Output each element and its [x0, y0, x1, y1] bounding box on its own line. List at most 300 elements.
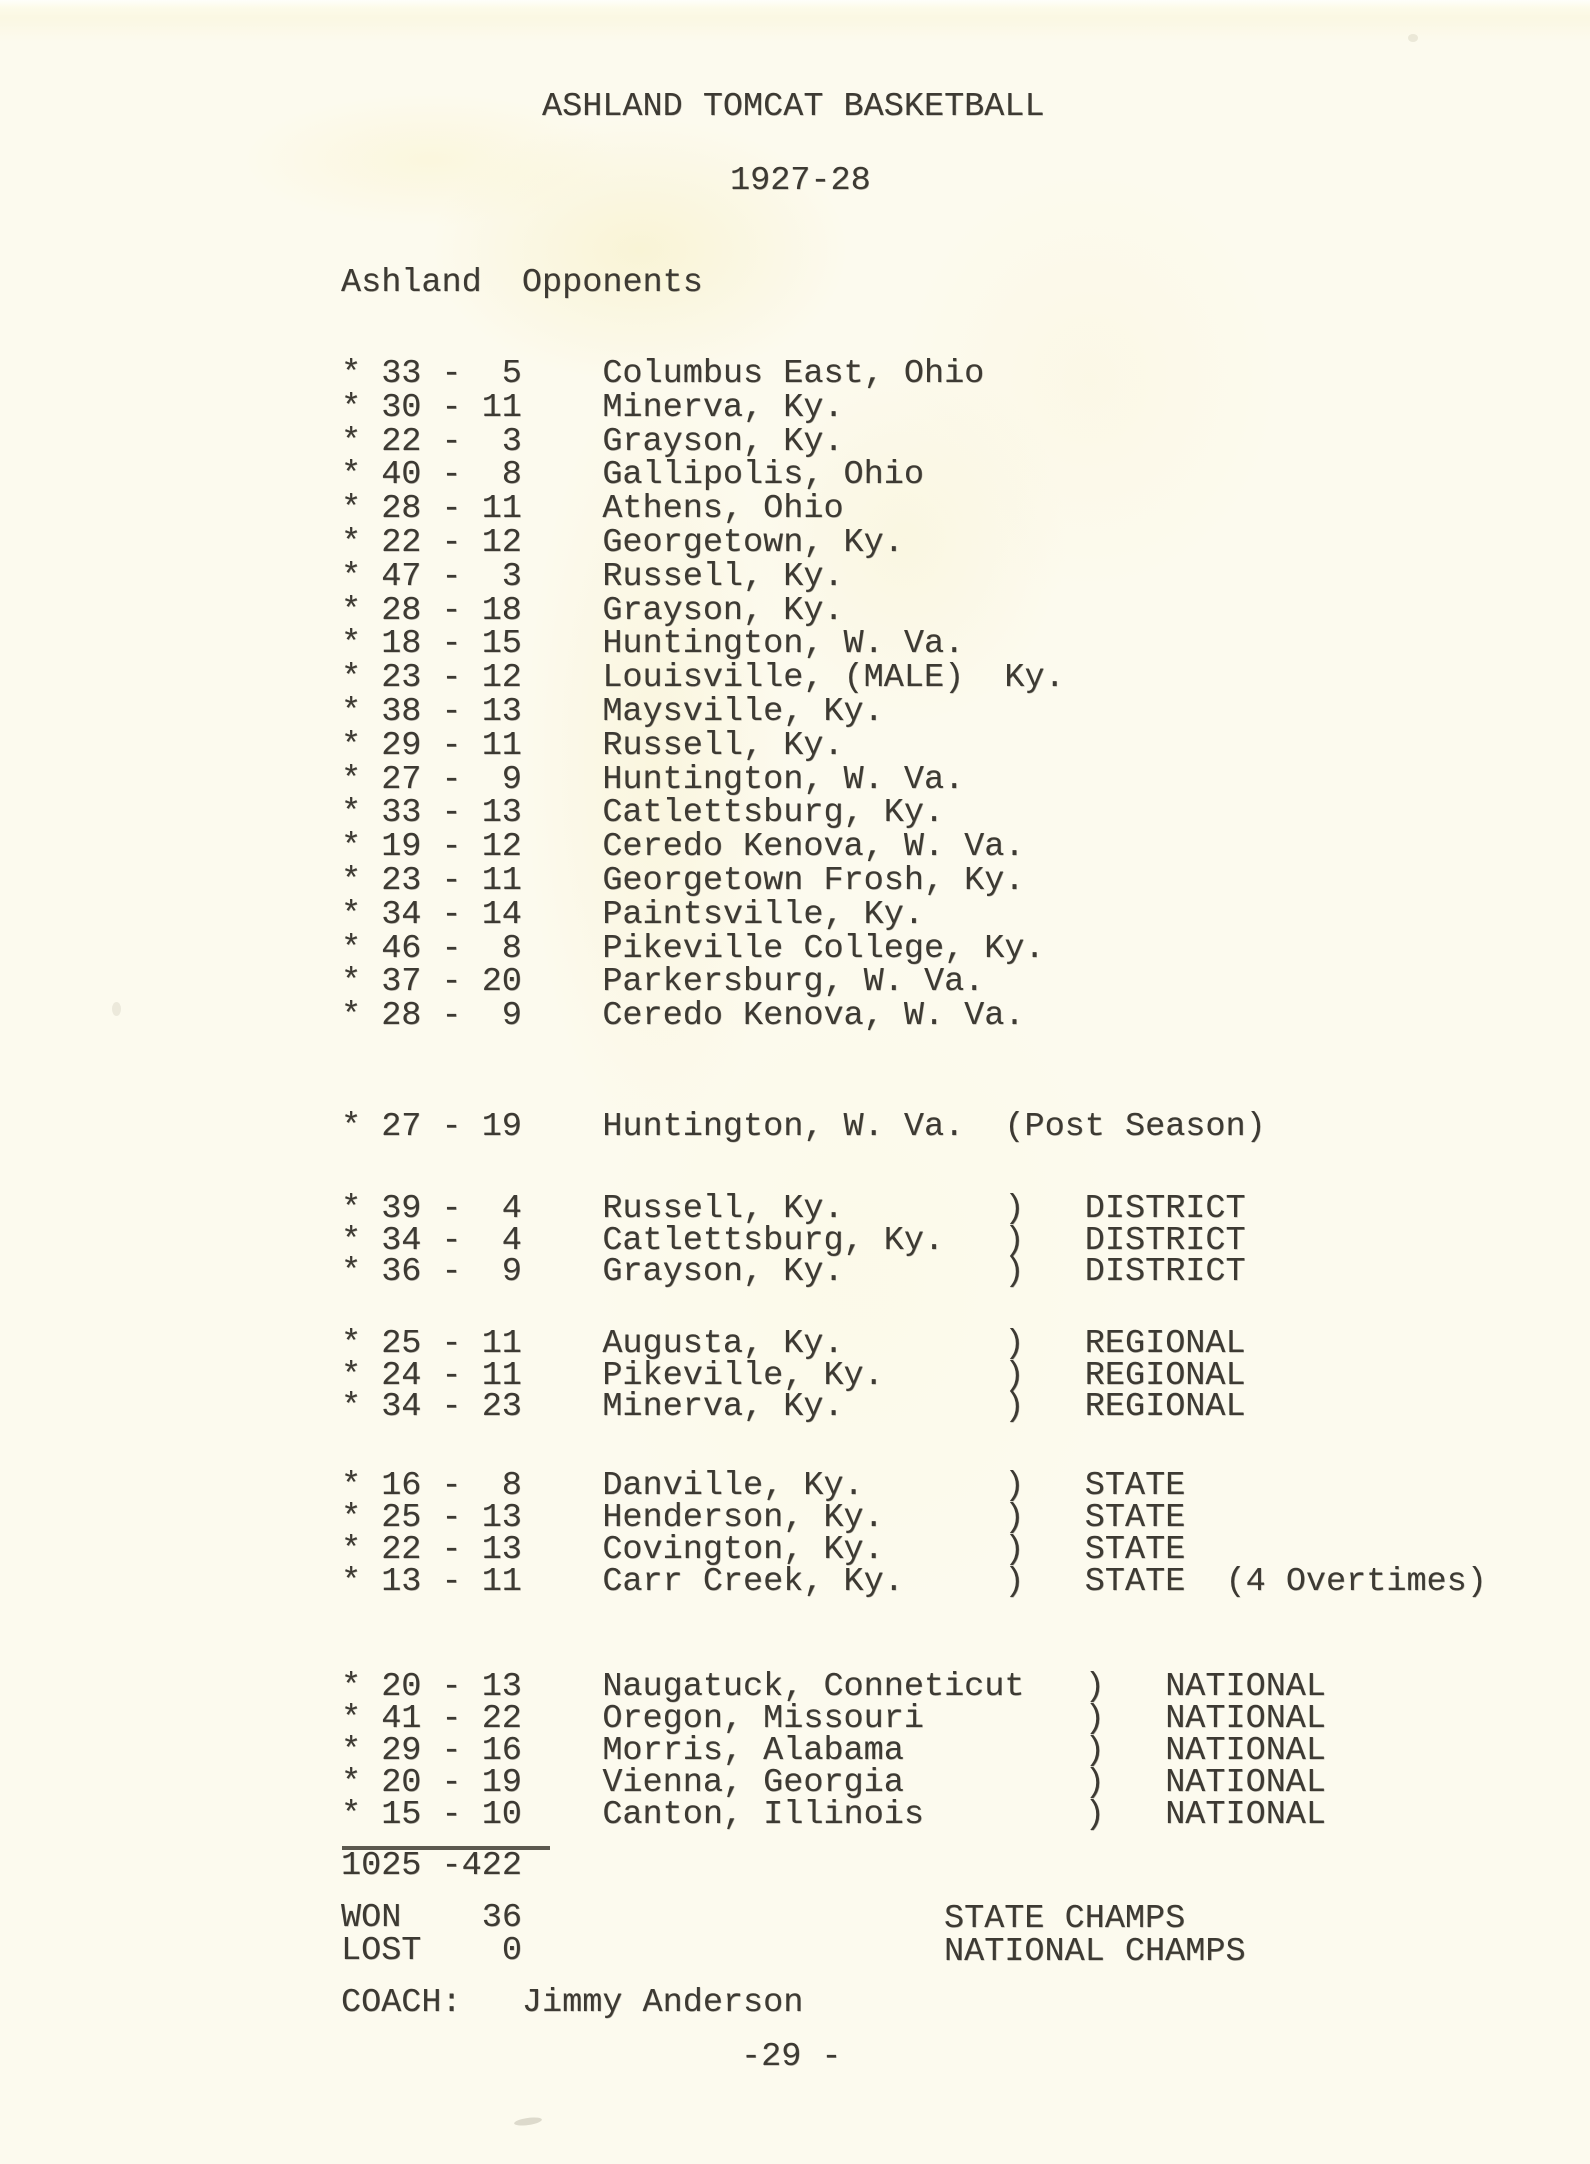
ashland-score: 27 [381, 760, 422, 799]
score-separator: - [441, 760, 462, 799]
opponent-name: Minerva, Ky. [602, 1388, 844, 1426]
opponent-name: Georgetown Frosh, Ky. [602, 861, 1025, 900]
opponent-name: Vienna, Georgia [602, 1764, 904, 1802]
bracket-paren: ) [1004, 1388, 1025, 1426]
opponent-score: 4 [501, 1221, 522, 1260]
bracket-paren: ) [1004, 1325, 1025, 1363]
opponent-score: 16 [481, 1732, 522, 1770]
opponent-score: 22 [481, 1700, 522, 1738]
score-separator: - [441, 1499, 462, 1537]
score-separator: - [441, 456, 462, 495]
game-row [341, 760, 1065, 799]
opponent-name: Augusta, Ky. [602, 1325, 844, 1363]
opponent-score: 11 [481, 490, 522, 529]
ashland-score: 22 [381, 422, 422, 461]
home-game-asterisk: * [341, 828, 362, 867]
column-gap [522, 966, 602, 1000]
game-row [341, 355, 1065, 393]
home-game-asterisk: * [341, 1796, 362, 1834]
home-game-asterisk: * [341, 1764, 362, 1802]
coach-line [341, 1984, 804, 2022]
opponent-name: Louisville, (MALE) Ky. [602, 659, 1065, 698]
ashland-score: 39 [381, 1190, 422, 1228]
bracket-paren: ) [1084, 1796, 1105, 1834]
opponent-score: 11 [481, 1325, 522, 1363]
column-gap [522, 1000, 602, 1034]
ashland-score: 46 [381, 929, 422, 968]
column-gap [522, 865, 602, 899]
home-game-asterisk: * [341, 557, 362, 596]
game-row [341, 828, 1065, 867]
game-row [341, 1325, 1246, 1363]
opponent-name: Georgetown, Ky. [602, 523, 904, 562]
opponent-name: Huntington, W. Va. [602, 1108, 965, 1146]
column-gap [522, 527, 602, 561]
ashland-score: 22 [381, 523, 422, 562]
home-game-asterisk: * [341, 1325, 362, 1363]
opponent-name: Russell, Ky. [602, 557, 844, 596]
coach-name: Jimmy Anderson [521, 1984, 804, 2022]
column-gap [522, 1257, 602, 1289]
opponent-name: Huntington, W. Va. [602, 625, 965, 664]
opponent-score: 3 [501, 422, 522, 461]
score-separator: - [441, 1700, 462, 1738]
score-separator: - [441, 1796, 462, 1834]
bracket-paren: ) [1084, 1668, 1105, 1706]
ashland-score: 34 [381, 1221, 422, 1260]
opponent-name: Henderson, Ky. [602, 1499, 884, 1537]
score-separator: - [441, 1190, 462, 1228]
home-game-asterisk: * [341, 1108, 362, 1146]
ashland-score: 25 [381, 1325, 422, 1363]
column-gap [522, 1767, 602, 1799]
ashland-score: 36 [381, 1253, 422, 1291]
score-separator: - [441, 591, 462, 630]
opponent-score: 19 [481, 1764, 522, 1802]
column-gap [522, 392, 602, 426]
ashland-score: 15 [381, 1796, 422, 1834]
score-separator: - [441, 1356, 462, 1395]
home-game-asterisk: * [341, 388, 362, 427]
tournament-label: REGIONAL [1084, 1388, 1246, 1426]
tournament-label: NATIONAL [1165, 1732, 1327, 1770]
column-gap [522, 1703, 602, 1735]
ashland-score: 19 [381, 828, 422, 867]
opponent-name: Paintsville, Ky. [602, 895, 924, 934]
home-game-asterisk: * [341, 591, 362, 630]
opponent-score: 8 [501, 456, 522, 495]
game-row [341, 523, 1065, 562]
home-game-asterisk: * [341, 422, 362, 461]
column-gap [522, 493, 602, 527]
column-gap [522, 426, 602, 460]
score-separator: - [441, 997, 462, 1036]
state-tournament-results [341, 1467, 1487, 1601]
ashland-score: 33 [381, 794, 422, 833]
score-separator: - [441, 726, 462, 765]
column-gap [522, 764, 602, 798]
score-separator: - [441, 963, 462, 1002]
column-gap [522, 1502, 602, 1534]
bracket-paren: ) [1004, 1356, 1025, 1395]
score-separator: - [441, 1467, 462, 1505]
game-row [341, 895, 1065, 934]
home-game-asterisk: * [341, 861, 362, 900]
tournament-label: DISTRICT [1084, 1190, 1246, 1228]
tournament-label: REGIONAL [1084, 1325, 1246, 1363]
opponent-name: Athens, Ohio [602, 490, 844, 529]
column-gap [522, 1534, 602, 1566]
column-gap [522, 696, 602, 730]
game-row [341, 1467, 1487, 1505]
ashland-score: 30 [381, 388, 422, 427]
tournament-label: NATIONAL [1165, 1796, 1327, 1834]
ashland-score: 23 [381, 861, 422, 900]
bracket-paren: ) [1004, 1221, 1025, 1260]
game-row [341, 1388, 1246, 1426]
opponent-name: Russell, Ky. [602, 1190, 844, 1228]
opponent-name: Catlettsburg, Ky. [602, 794, 945, 833]
ashland-score: 41 [381, 1700, 422, 1738]
bracket-paren: ) [1084, 1764, 1105, 1802]
record-block [341, 1899, 522, 1970]
ashland-score: 20 [381, 1668, 422, 1706]
tournament-label: NATIONAL [1165, 1700, 1327, 1738]
opponent-score: 15 [481, 625, 522, 664]
home-game-asterisk: * [341, 1531, 362, 1569]
opponent-score: 5 [501, 355, 522, 393]
regular-season-results [341, 355, 1065, 1036]
column-gap [522, 730, 602, 764]
tournament-label: DISTRICT [1084, 1221, 1246, 1260]
column-gap [522, 1671, 602, 1703]
opponent-score: 9 [501, 997, 522, 1036]
bracket-paren: ) [1004, 1531, 1025, 1569]
score-separator: - [441, 1253, 462, 1291]
game-row [341, 388, 1065, 427]
column-gap [522, 1566, 602, 1598]
column-gap [522, 459, 602, 493]
home-game-asterisk: * [341, 1190, 362, 1228]
scan-speck [112, 1002, 121, 1016]
home-game-asterisk: * [341, 726, 362, 765]
game-row [341, 1253, 1246, 1291]
tournament-label: STATE [1084, 1531, 1186, 1569]
game-row [341, 997, 1065, 1036]
lost-row [341, 1932, 522, 1970]
championships-block [944, 1900, 1246, 1971]
game-row [341, 1563, 1487, 1601]
ashland-score: 27 [381, 1108, 422, 1146]
tournament-label: REGIONAL [1084, 1356, 1246, 1395]
home-game-asterisk: * [341, 1732, 362, 1770]
tournament-label: DISTRICT [1084, 1253, 1246, 1291]
opponent-name: Morris, Alabama [602, 1732, 904, 1770]
national-champs-line: NATIONAL CHAMPS [944, 1933, 1246, 1971]
home-game-asterisk: * [341, 895, 362, 934]
column-gap [522, 1194, 602, 1226]
score-separator: - [441, 388, 462, 427]
opponent-name: Danville, Ky. [602, 1467, 864, 1505]
game-row [341, 422, 1065, 461]
home-game-asterisk: * [341, 997, 362, 1036]
opponent-name: Catlettsburg, Ky. [602, 1221, 945, 1260]
score-separator: - [441, 422, 462, 461]
ashland-score: 29 [381, 1732, 422, 1770]
score-separator: - [441, 692, 462, 731]
bracket-paren: ) [1084, 1732, 1105, 1770]
bracket-paren: ) [1004, 1563, 1025, 1601]
opponent-score: 8 [501, 929, 522, 968]
opponent-name: Minerva, Ky. [602, 388, 844, 427]
opponent-name: Carr Creek, Ky. [602, 1563, 904, 1601]
opponent-name: Ceredo Kenova, W. Va. [602, 828, 1025, 867]
column-gap [522, 595, 602, 629]
opponent-score: 18 [481, 591, 522, 630]
opponent-score: 8 [501, 1467, 522, 1505]
column-gap [522, 899, 602, 933]
opponent-score: 11 [481, 1356, 522, 1395]
column-gap [522, 933, 602, 967]
scan-speck [1408, 34, 1418, 42]
game-row [341, 490, 1065, 529]
ashland-score: 34 [381, 895, 422, 934]
district-tournament-results [341, 1190, 1246, 1291]
ashland-score: 33 [381, 355, 422, 393]
ashland-score: 20 [381, 1764, 422, 1802]
home-game-asterisk: * [341, 1253, 362, 1291]
home-game-asterisk: * [341, 1356, 362, 1395]
home-game-asterisk: * [341, 1467, 362, 1505]
home-game-asterisk: * [341, 1563, 362, 1601]
game-row [341, 625, 1065, 664]
opponent-name: Grayson, Ky. [602, 1253, 844, 1291]
ashland-score: 47 [381, 557, 422, 596]
opponent-name: Parkersburg, W. Va. [602, 963, 985, 1002]
game-row [341, 659, 1065, 698]
won-row [341, 1899, 522, 1937]
home-game-asterisk: * [341, 1388, 362, 1426]
home-game-asterisk: * [341, 929, 362, 968]
column-gap [522, 1392, 602, 1424]
opponent-score: 12 [481, 828, 522, 867]
column-gap [522, 1329, 602, 1361]
ashland-score: 18 [381, 625, 422, 664]
game-row [341, 1108, 1266, 1146]
home-game-asterisk: * [341, 1700, 362, 1738]
column-gap [522, 1470, 602, 1502]
score-separator: - [441, 828, 462, 867]
home-game-asterisk: * [341, 963, 362, 1002]
won-label: WON [341, 1899, 402, 1937]
won-value: 36 [481, 1899, 522, 1937]
ashland-score: 23 [381, 659, 422, 698]
opponent-score: 20 [481, 963, 522, 1002]
opponent-name: Naugatuck, Conneticut [602, 1668, 1025, 1706]
national-tournament-results [341, 1668, 1327, 1834]
opponent-score: 12 [481, 659, 522, 698]
column-gap [522, 831, 602, 865]
opponent-name: Huntington, W. Va. [602, 760, 965, 799]
ashland-score: 29 [381, 726, 422, 765]
home-game-asterisk: * [341, 794, 362, 833]
opponent-name: Canton, Illinois [602, 1796, 924, 1834]
ashland-score: 22 [381, 1531, 422, 1569]
game-row [341, 456, 1065, 495]
game-row [341, 1531, 1487, 1569]
ashland-score: 34 [381, 1388, 422, 1426]
score-separator: - [441, 1764, 462, 1802]
column-gap [522, 1735, 602, 1767]
game-row [341, 557, 1065, 596]
opponent-name: Pikeville College, Ky. [602, 929, 1045, 968]
score-separator: - [441, 1108, 462, 1146]
game-row [341, 1732, 1327, 1770]
scan-speck [514, 2116, 543, 2127]
lost-label: LOST [341, 1932, 422, 1970]
score-separator: - [441, 861, 462, 900]
score-separator: - [441, 625, 462, 664]
column-heading: Ashland Opponents [341, 264, 703, 302]
game-row [341, 1499, 1487, 1537]
column-gap [522, 1111, 602, 1144]
score-separator: - [441, 1325, 462, 1363]
ashland-score: 24 [381, 1356, 422, 1395]
bracket-paren: ) [1004, 1253, 1025, 1291]
score-separator: - [441, 1388, 462, 1426]
opponent-score: 11 [481, 861, 522, 900]
bracket-paren: ) [1084, 1700, 1105, 1738]
opponent-score: 10 [481, 1796, 522, 1834]
opponent-name: Oregon, Missouri [602, 1700, 924, 1738]
opponent-score: 9 [501, 1253, 522, 1291]
tournament-label: STATE [1084, 1563, 1186, 1601]
score-separator: - [441, 1563, 462, 1601]
page-number: -29 - [741, 2038, 842, 2076]
home-game-asterisk: * [341, 456, 362, 495]
opponent-score: 11 [481, 388, 522, 427]
lost-value: 0 [501, 1932, 522, 1970]
score-separator: - [441, 929, 462, 968]
home-game-asterisk: * [341, 760, 362, 799]
game-row [341, 1700, 1327, 1738]
opponent-score: 4 [501, 1190, 522, 1228]
column-gap [522, 1799, 602, 1831]
opponent-score: 11 [481, 1563, 522, 1601]
game-row [341, 1190, 1246, 1228]
bracket-paren: ) [1004, 1499, 1025, 1537]
opponent-name: Covington, Ky. [602, 1531, 884, 1569]
score-separator: - [441, 659, 462, 698]
ashland-score: 28 [381, 490, 422, 529]
tournament-label: STATE [1084, 1499, 1186, 1537]
score-separator: - [441, 1221, 462, 1260]
opponent-name: Maysville, Ky. [602, 692, 884, 731]
game-row [341, 692, 1065, 731]
opponent-name: Columbus East, Ohio [602, 355, 985, 393]
opponent-score: 13 [481, 1531, 522, 1569]
score-separator: - [441, 490, 462, 529]
game-row [341, 726, 1065, 765]
opponent-score: 11 [481, 726, 522, 765]
game-row [341, 1668, 1327, 1706]
column-gap [522, 358, 602, 392]
ashland-score: 40 [381, 456, 422, 495]
home-game-asterisk: * [341, 692, 362, 731]
column-gap [522, 662, 602, 696]
opponent-score: 13 [481, 1499, 522, 1537]
opponent-score: 13 [481, 1668, 522, 1706]
opponent-score: 12 [481, 523, 522, 562]
page-title: ASHLAND TOMCAT BASKETBALL [542, 88, 1045, 126]
opponent-name: Grayson, Ky. [602, 422, 844, 461]
score-separator: - [441, 557, 462, 596]
game-row [341, 861, 1065, 900]
game-row [341, 591, 1065, 630]
home-game-asterisk: * [341, 659, 362, 698]
score-separator: - [441, 794, 462, 833]
score-separator: - [441, 523, 462, 562]
home-game-asterisk: * [341, 1499, 362, 1537]
score-separator: - [441, 1668, 462, 1706]
opponent-score: 3 [501, 557, 522, 596]
bracket-paren: ) [1004, 1467, 1025, 1505]
column-gap [522, 1226, 602, 1258]
regional-tournament-results [341, 1325, 1246, 1426]
game-note: (Post Season) [1004, 1108, 1266, 1146]
ashland-score: 25 [381, 1499, 422, 1537]
season-label: 1927-28 [730, 162, 871, 200]
coach-label: COACH: [341, 1984, 462, 2022]
home-game-asterisk: * [341, 1221, 362, 1260]
tournament-label: NATIONAL [1165, 1668, 1327, 1706]
column-gap [522, 1361, 602, 1393]
home-game-asterisk: * [341, 1668, 362, 1706]
score-separator: - [441, 355, 462, 393]
opponent-score: 23 [481, 1388, 522, 1426]
game-note: (4 Overtimes) [1225, 1563, 1487, 1601]
column-gap [522, 561, 602, 595]
home-game-asterisk: * [341, 355, 362, 393]
tournament-label: NATIONAL [1165, 1764, 1327, 1802]
score-separator: - [441, 1531, 462, 1569]
ashland-score: 16 [381, 1467, 422, 1505]
opponent-name: Pikeville, Ky. [602, 1356, 884, 1395]
opponent-name: Russell, Ky. [602, 726, 844, 765]
tournament-label: STATE [1084, 1467, 1186, 1505]
game-row [341, 963, 1065, 1002]
ashland-score: 13 [381, 1563, 422, 1601]
score-separator: - [441, 1732, 462, 1770]
bracket-paren: ) [1004, 1190, 1025, 1228]
home-game-asterisk: * [341, 625, 362, 664]
ashland-score: 38 [381, 692, 422, 731]
home-game-asterisk: * [341, 523, 362, 562]
game-row [341, 1764, 1327, 1802]
opponent-score: 9 [501, 760, 522, 799]
total-points: 1025 -422 [341, 1847, 522, 1885]
opponent-name: Ceredo Kenova, W. Va. [602, 997, 1025, 1036]
opponent-score: 14 [481, 895, 522, 934]
score-separator: - [441, 895, 462, 934]
post-season-results [341, 1108, 1266, 1146]
opponent-name: Grayson, Ky. [602, 591, 844, 630]
opponent-score: 13 [481, 692, 522, 731]
home-game-asterisk: * [341, 490, 362, 529]
game-row [341, 1796, 1327, 1834]
column-gap [522, 628, 602, 662]
state-champs-line: STATE CHAMPS [944, 1900, 1186, 1938]
